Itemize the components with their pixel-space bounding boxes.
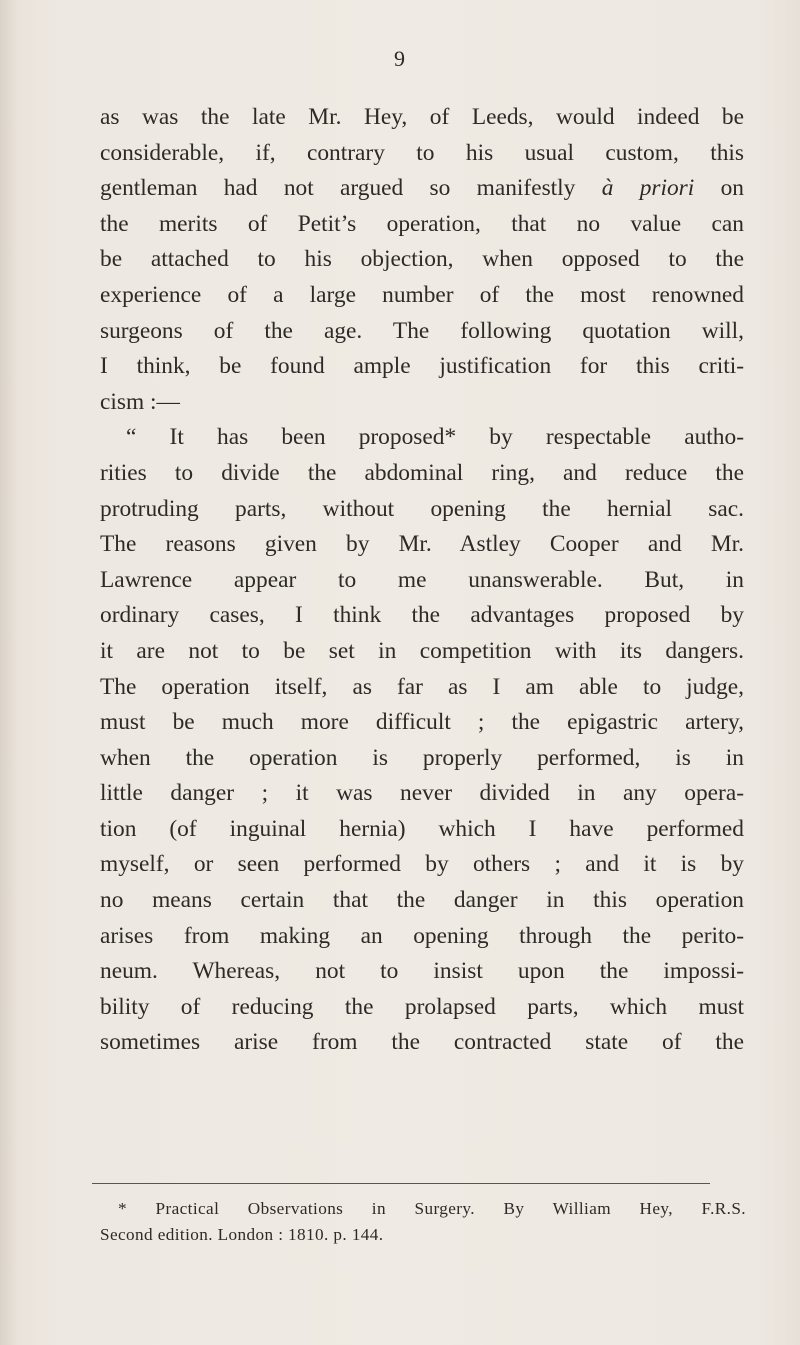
text-line: experience of a large number of the most renowned — [100, 281, 744, 308]
italic-phrase: à priori — [601, 175, 695, 202]
quotation-line: little danger ; it was never divided in any opera- — [100, 780, 744, 807]
footnote-line: Second edition. London : 1810. p. 144. — [100, 1225, 384, 1244]
quotation-line: must be much more difficult ; the epigastric artery, — [100, 709, 744, 736]
quotation-line: The operation itself, as far as I am able to judge, — [100, 673, 744, 700]
text-line: gentleman had not argued so manifestly à priori on — [100, 175, 744, 202]
text-line: surgeons of the age. The following quotation will, — [100, 317, 744, 344]
page-number: 9 — [394, 46, 406, 71]
text-line: as was the late Mr. Hey, of Leeds, would indeed be — [100, 104, 744, 130]
quotation-line: rities to divide the abdominal ring, and reduce the — [100, 459, 744, 486]
text-line: the merits of Petit’s operation, that no value can — [100, 210, 744, 237]
quotation-line: The reasons given by Mr. Astley Cooper and Mr. — [100, 531, 744, 558]
quotation-line: “ It has been proposed* by respectable autho- — [126, 424, 744, 451]
text-line: cism :— — [100, 388, 180, 415]
footnote — [100, 1196, 746, 1248]
text-line: be attached to his objection, when opposed to the — [100, 246, 744, 273]
quotation-line: myself, or seen performed by others ; and it is by — [100, 851, 744, 878]
quotation-line: sometimes arise from the contracted state of the — [100, 1029, 744, 1056]
quotation-line: when the operation is properly performed, is in — [100, 744, 744, 771]
quotation-line: bility of reducing the prolapsed parts, which must — [100, 993, 744, 1020]
quotation-line: arises from making an opening through the perito- — [100, 922, 744, 949]
footnote-divider — [92, 1183, 710, 1184]
footnote-line: * Practical Observations in Surgery. By William Hey, F.R.S. — [118, 1199, 746, 1218]
quotation-line: no means certain that the danger in this operation — [100, 887, 744, 914]
text-line: considerable, if, contrary to his usual custom, this — [100, 139, 744, 166]
quotation-line: neum. Whereas, not to insist upon the impossi- — [100, 958, 744, 985]
quotation-line: Lawrence appear to me unanswerable. But, in — [100, 566, 744, 593]
body-text — [100, 100, 744, 1061]
quotation-line: protruding parts, without opening the hernial sac. — [100, 495, 744, 522]
quotation-line: ordinary cases, I think the advantages proposed by — [100, 602, 744, 629]
text-line: I think, be found ample justification for this criti- — [100, 353, 744, 380]
quotation-line: tion (of inguinal hernia) which I have performed — [100, 815, 744, 842]
quotation-line: it are not to be set in competition with its dangers. — [100, 637, 744, 664]
